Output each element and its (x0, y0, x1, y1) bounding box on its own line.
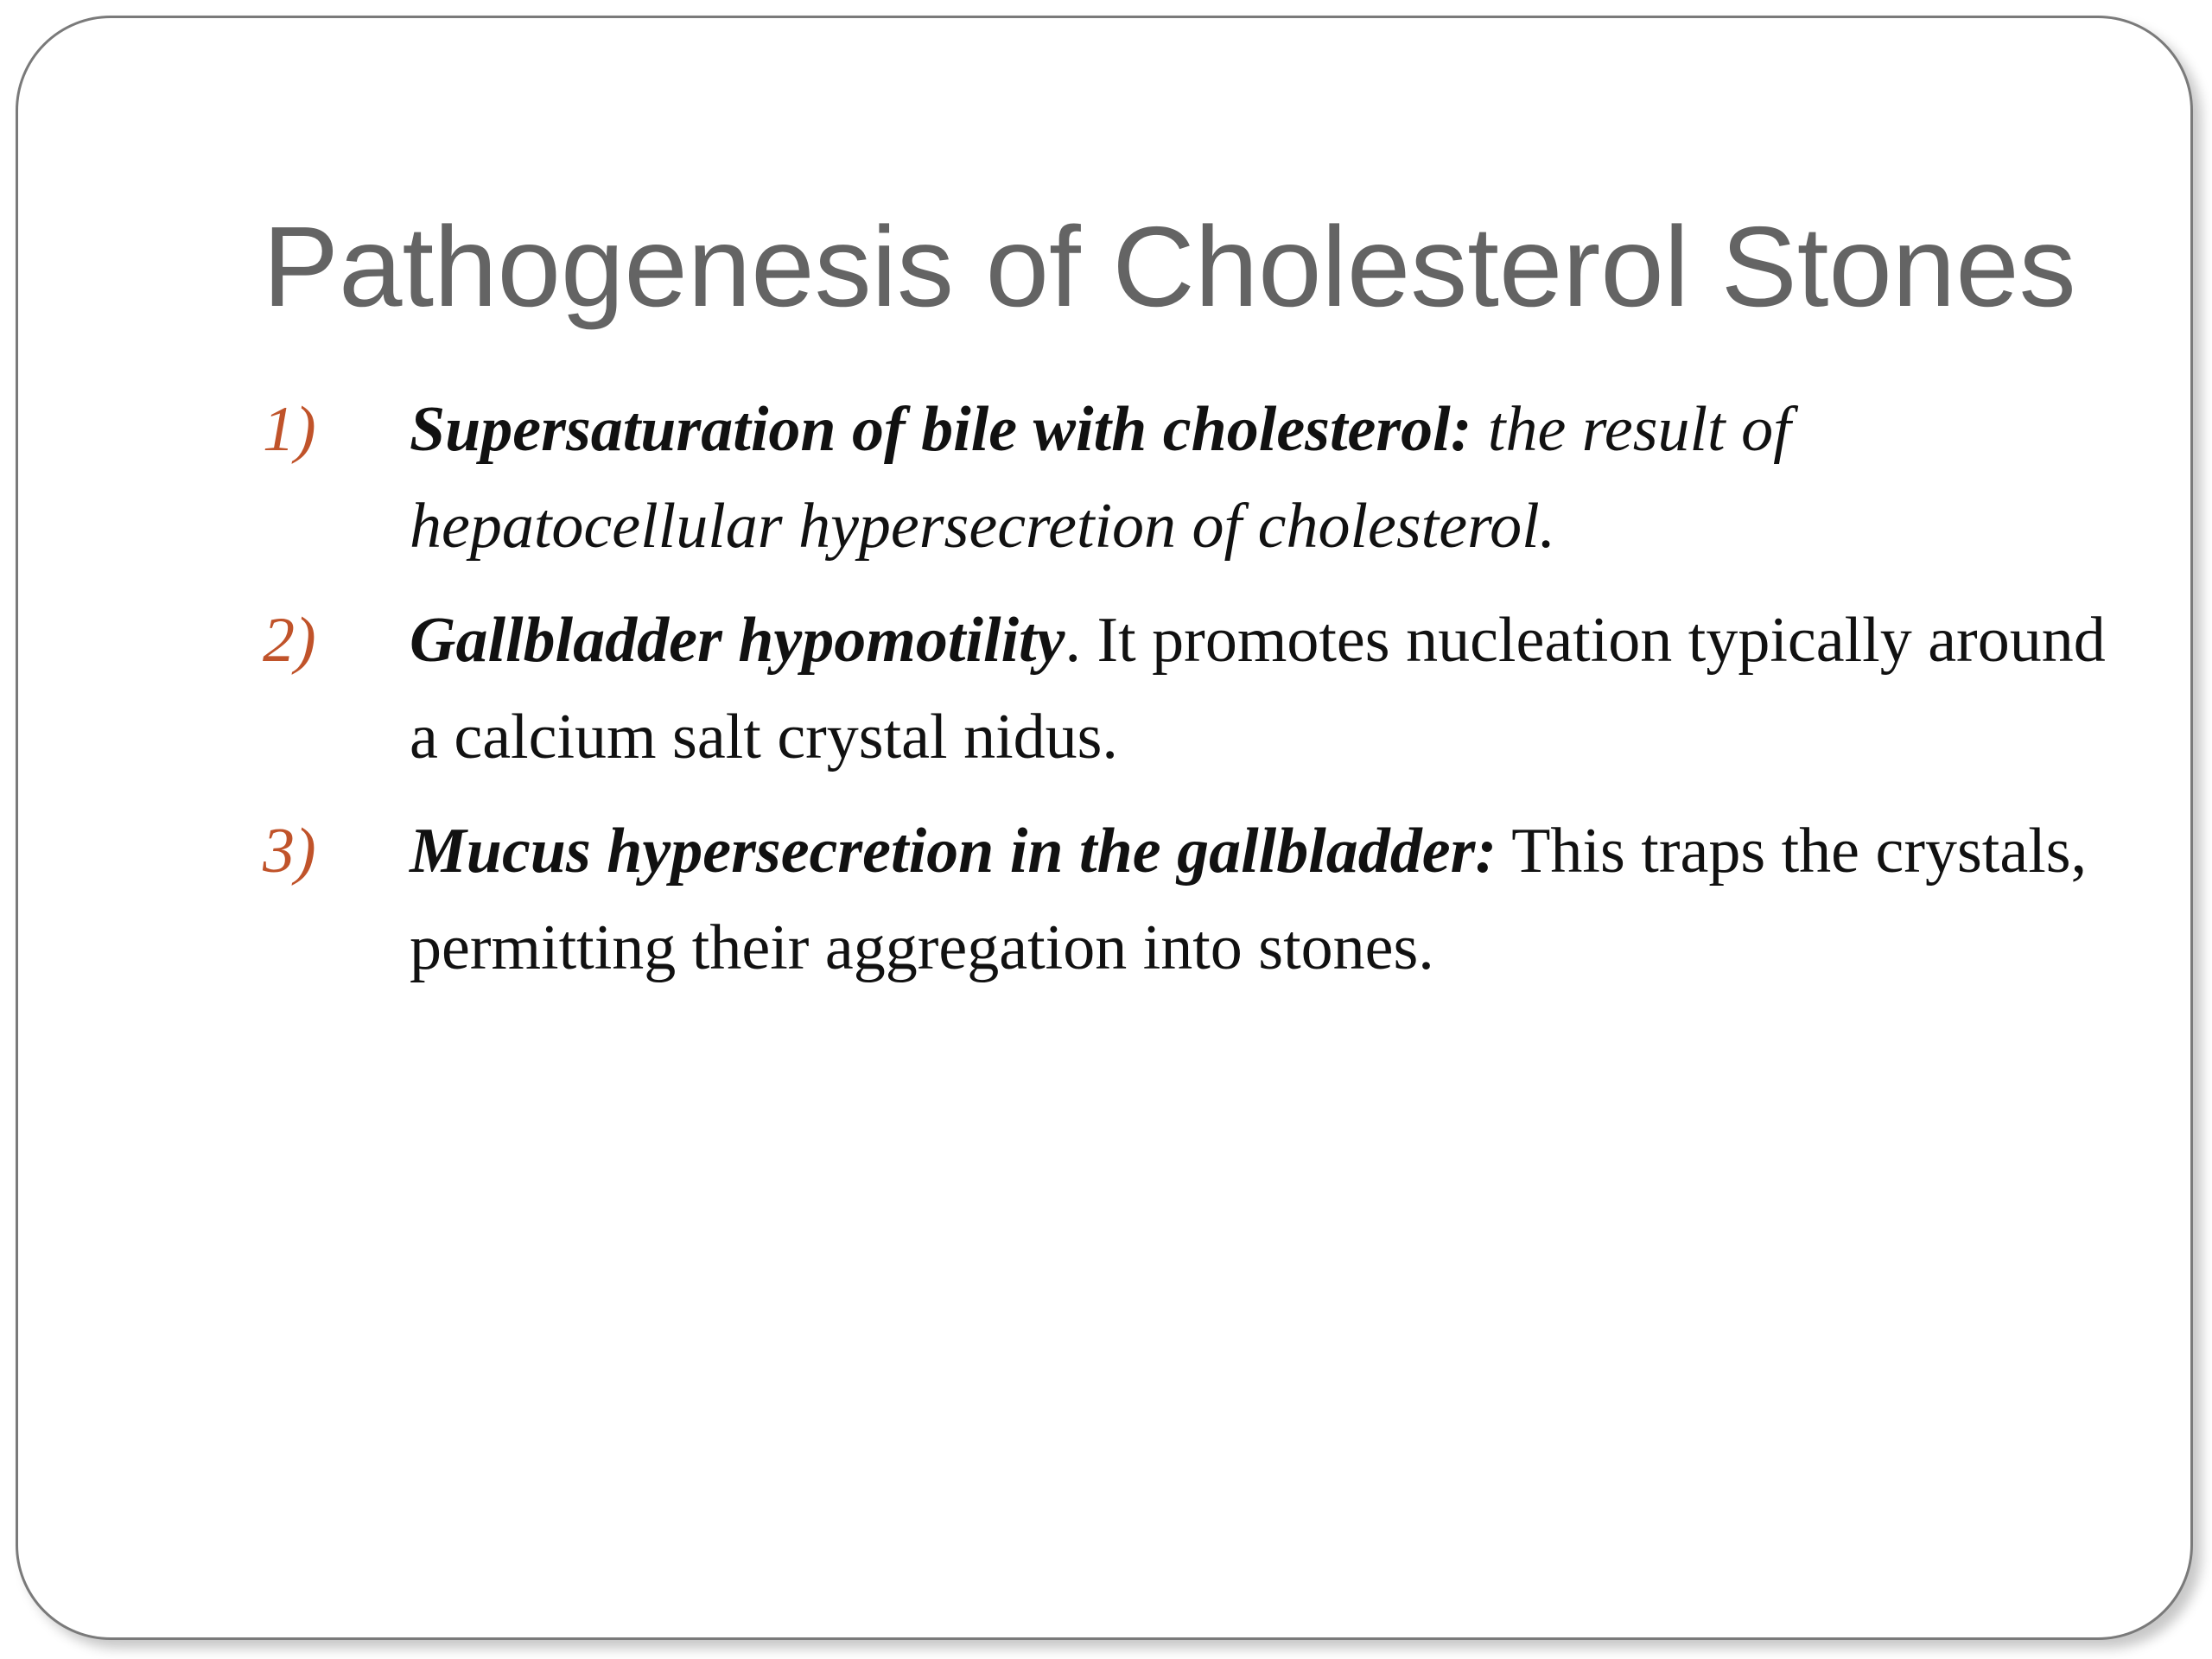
slide-frame (16, 16, 2193, 1640)
list-item-lead: Supersaturation of bile with cholesterol: (410, 394, 1472, 465)
list-item-body: This traps the crystals, permitting their aggregation into stones. (410, 816, 2088, 983)
list-item (263, 381, 2112, 575)
list-item-number: 1) (263, 394, 316, 465)
list-item-body: the result of hepatocellular hypersecretion of cholesterol. (410, 394, 1791, 562)
list-item-number: 2) (263, 605, 316, 676)
list-item (263, 803, 2112, 996)
numbered-list (263, 381, 2112, 1014)
list-item-lead: Gallbladder hypomotility (410, 605, 1065, 676)
list-item-number: 3) (263, 816, 316, 887)
list-item-body: . It promotes nucleation typically around a calcium salt crystal nidus. (410, 605, 2106, 772)
list-item (263, 592, 2112, 785)
list-item-lead: Mucus hypersecretion in the gallbladder: (410, 816, 1497, 887)
slide-title: Pathogenesis of Cholesterol Stones (263, 203, 2076, 330)
